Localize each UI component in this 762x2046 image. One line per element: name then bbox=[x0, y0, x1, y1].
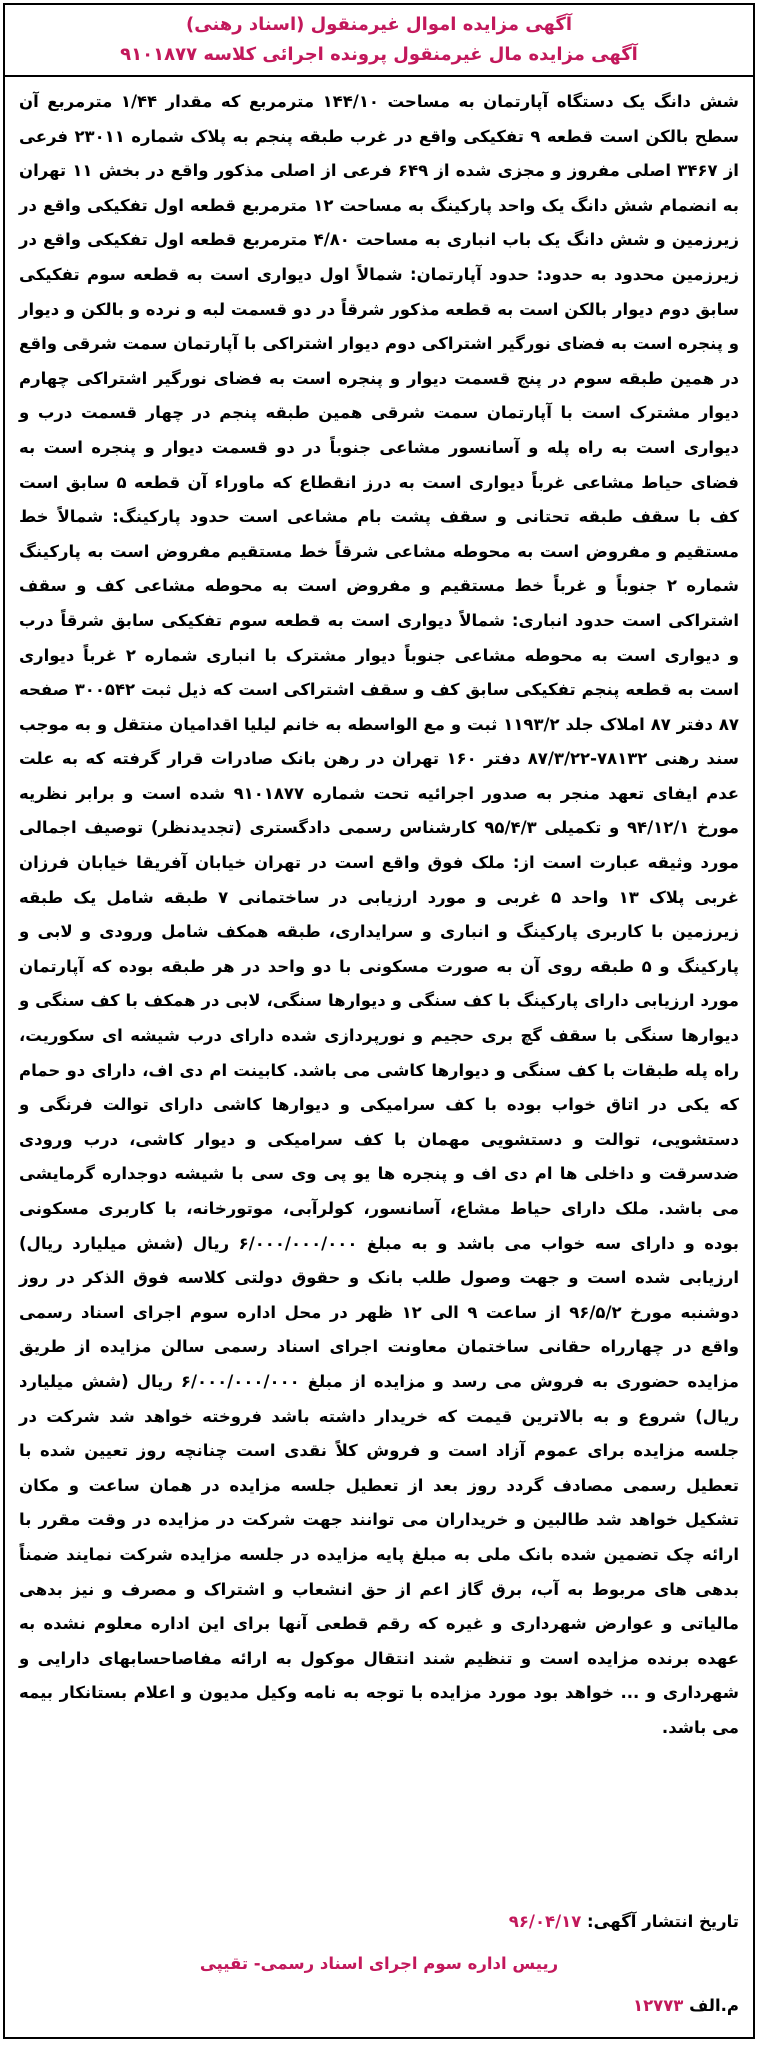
reference-code-label: م.الف bbox=[689, 1996, 739, 2015]
notice-body: شش دانگ یک دستگاه آپارتمان به مساحت ۱۴۴/۱۰ مترمربع که مقدار ۱/۴۴ مترمربع آن سطح بالکن است قطعه ۹ تفکیکی واقع در غرب طبقه پنجم به پلاک شماره ۲۳۰۱۱ فرعی از ۳۴۶۷ اصلی مفروز و مجزی شده از ۶۴۹ فرعی از اصلی مذکور واقع در بخش ۱۱ تهران به انضمام شش دانگ یک واحد پارکینگ به مساحت ۱۲ مترمربع قطعه اول تفکیکی واقع در زیرزمین و شش دانگ یک باب انباری به مساحت ۴/۸۰ مترمربع قطعه اول تفکیکی واقع در زیرزمین محدود به حدود: حدود آپارتمان: شمالاً اول دیواری است به قطعه سوم تفکیکی سابق دوم دیوار بالکن است به قطعه مذکور شرقاً در دو قسمت لبه و نرده و بالکن و دیوار و پنجره است به فضای نورگیر اشتراکی دوم دیوار اشتراکی با آپارتمان سمت شرقی واقع در همین طبقه سوم در پنج قسمت دیوار و پنجره است به فضای نورگیر اشتراکی چهارم دیوار مشترک است با آپارتمان سمت شرقی همین طبقه پنجم در چهار قسمت درب و دیواری است به راه پله و آسانسور مشاعی جنوباً در دو قسمت دیوار و پنجره است به فضای حیاط مشاعی غرباً دیواری است به درز انقطاع که ماوراء آن قطعه ۵ سابق است کف با سقف طبقه تحتانی و سقف پشت بام مشاعی است حدود پارکینگ: شمالاً خط مستقیم و مفروض است به محوطه مشاعی شرقاً خط مستقیم مفروض است به پارکینگ شماره ۲ جنوباً و غرباً خط مستقیم و مفروض است به محوطه مشاعی کف و سقف اشتراکی است حدود انباری: شمالاً دیواری است به قطعه سوم تفکیکی سابق شرقاً درب و دیواری است به محوطه مشاعی جنوباً دیوار مشترک با انباری شماره ۲ غرباً دیواری است به قطعه پنجم تفکیکی سابق کف و سقف اشتراکی است که ذیل ثبت ۳۰۰۵۴۲ صفحه ۸۷ دفتر ۸۷ املاک جلد ۱۱۹۳/۲ ثبت و مع الواسطه به خانم لیلیا اقدامیان منتقل و به موجب سند رهنی ۷۸۱۳۲-۸۷/۳/۲۲ دفتر ۱۶۰ تهران در رهن بانک صادرات قرار گرفته که به علت عدم ایفای تعهد منجر به صدور اجرائیه تحت شماره ۹۱۰۱۸۷۷ شده است و برابر نظریه مورخ ۹۴/۱۲/۱ و تکمیلی ۹۵/۴/۳ کارشناس رسمی دادگستری (تجدیدنظر) توصیف اجمالی مورد وثیقه عبارت است از: ملک فوق واقع است در تهران خیابان آفریقا خیابان فرزان غربی پلاک ۱۳ واحد ۵ غربی و مورد ارزیابی در ساختمانی ۷ طبقه شامل یک طبقه زیرزمین با کاربری پارکینگ و انباری و سرایداری، طبقه همکف شامل ورودی و لابی و پارکینگ و ۵ طبقه روی آن به صورت مسکونی با دو واحد در هر طبقه بوده که آپارتمان مورد ارزیابی دارای پارکینگ با کف سنگی و دیوارها سنگی، لابی در همکف با کف سنگی و دیوارها سنگی با سقف گچ بری حجیم و نورپردازی شده دارای درب شیشه ای سکوریت، راه پله طبقات با کف سنگی و دیوارها کاشی می باشد. کابینت ام دی اف، دارای دو حمام که یکی در اتاق خواب بوده با کف سرامیکی و دیوارها کاشی دارای توالت فرنگی و دستشویی، توالت و دستشویی مهمان با کف سرامیکی و دیوار کاشی، درب ورودی ضدسرقت و داخلی ها ام دی اف و پنجره ها یو پی وی سی با شیشه دوجداره گرمایشی می باشد. ملک دارای حیاط مشاع، آسانسور، کولرآبی، موتورخانه، با کاربری مسکونی بوده و دارای سه خواب می باشد و به مبلغ ۶/۰۰۰/۰۰۰/۰۰۰ ریال (شش میلیارد ریال) ارزیابی شده است و جهت وصول طلب بانک و حقوق دولتی کلاسه فوق الذکر در روز دوشنبه مورخ ۹۶/۵/۲ از ساعت ۹ الی ۱۲ ظهر در محل اداره سوم اجرای اسناد رسمی واقع در چهارراه حقانی ساختمان معاونت اجرای اسناد رسمی سالن مزایده از طریق مزایده حضوری به فروش می رسد و مزایده از مبلغ ۶/۰۰۰/۰۰۰/۰۰۰ ریال (شش میلیارد ریال) شروع و به بالاترین قیمت که خریدار داشته باشد فروخته خواهد شد شرکت در جلسه مزایده برای عموم آزاد است و فروش کلاً نقدی است چنانچه روز تعیین شده با تعطیل رسمی مصادف گردد روز بعد از تعطیل جلسه مزایده در همان ساعت و مکان تشکیل خواهد شد طالبین و خریداران می توانند جهت شرکت در مزایده در وقت مقرر با ارائه چک تضمین شده بانک ملی به مبلغ پایه مزایده در جلسه مزایده شرکت نمایند ضمناً بدهی های مربوط به آب، برق گاز اعم از حق انشعاب و اشتراک و مصرف و نیز بدهی مالیاتی و عوارض شهرداری و غیره که رقم قطعی آنها برای این اداره معلوم نشده به عهده برنده مزایده است و تنظیم شند انتقال موکول به ارائه مفاصاحسابهای دارایی و شهرداری و ... خواهد بود مورد مزایده با توجه به نامه وکیل مدیون و اعلام بستانکار بیمه می باشد. bbox=[19, 92, 740, 1737]
publication-date-label: تاریخ انتشار آگهی: bbox=[587, 1912, 739, 1931]
publication-date-row bbox=[509, 1907, 739, 1937]
notice-footer bbox=[5, 1907, 753, 2037]
notice-title: آگهی مزایده اموال غیرمنقول (اسناد رهنی) bbox=[186, 14, 573, 35]
publication-date-value: ۹۶/۰۴/۱۷ bbox=[508, 1912, 582, 1931]
notice-subtitle: آگهی مزایده مال غیرمنقول پرونده اجرائی کلاسه ۹۱۰۱۸۷۷ bbox=[120, 44, 638, 65]
reference-code-value: ۱۲۷۷۳ bbox=[633, 1996, 684, 2015]
notice-document bbox=[3, 3, 755, 2039]
reference-code-row bbox=[633, 1991, 739, 2021]
signature: رییس اداره سوم اجرای اسناد رسمی- تقیپی bbox=[199, 1954, 559, 1973]
notice-header bbox=[5, 5, 753, 77]
